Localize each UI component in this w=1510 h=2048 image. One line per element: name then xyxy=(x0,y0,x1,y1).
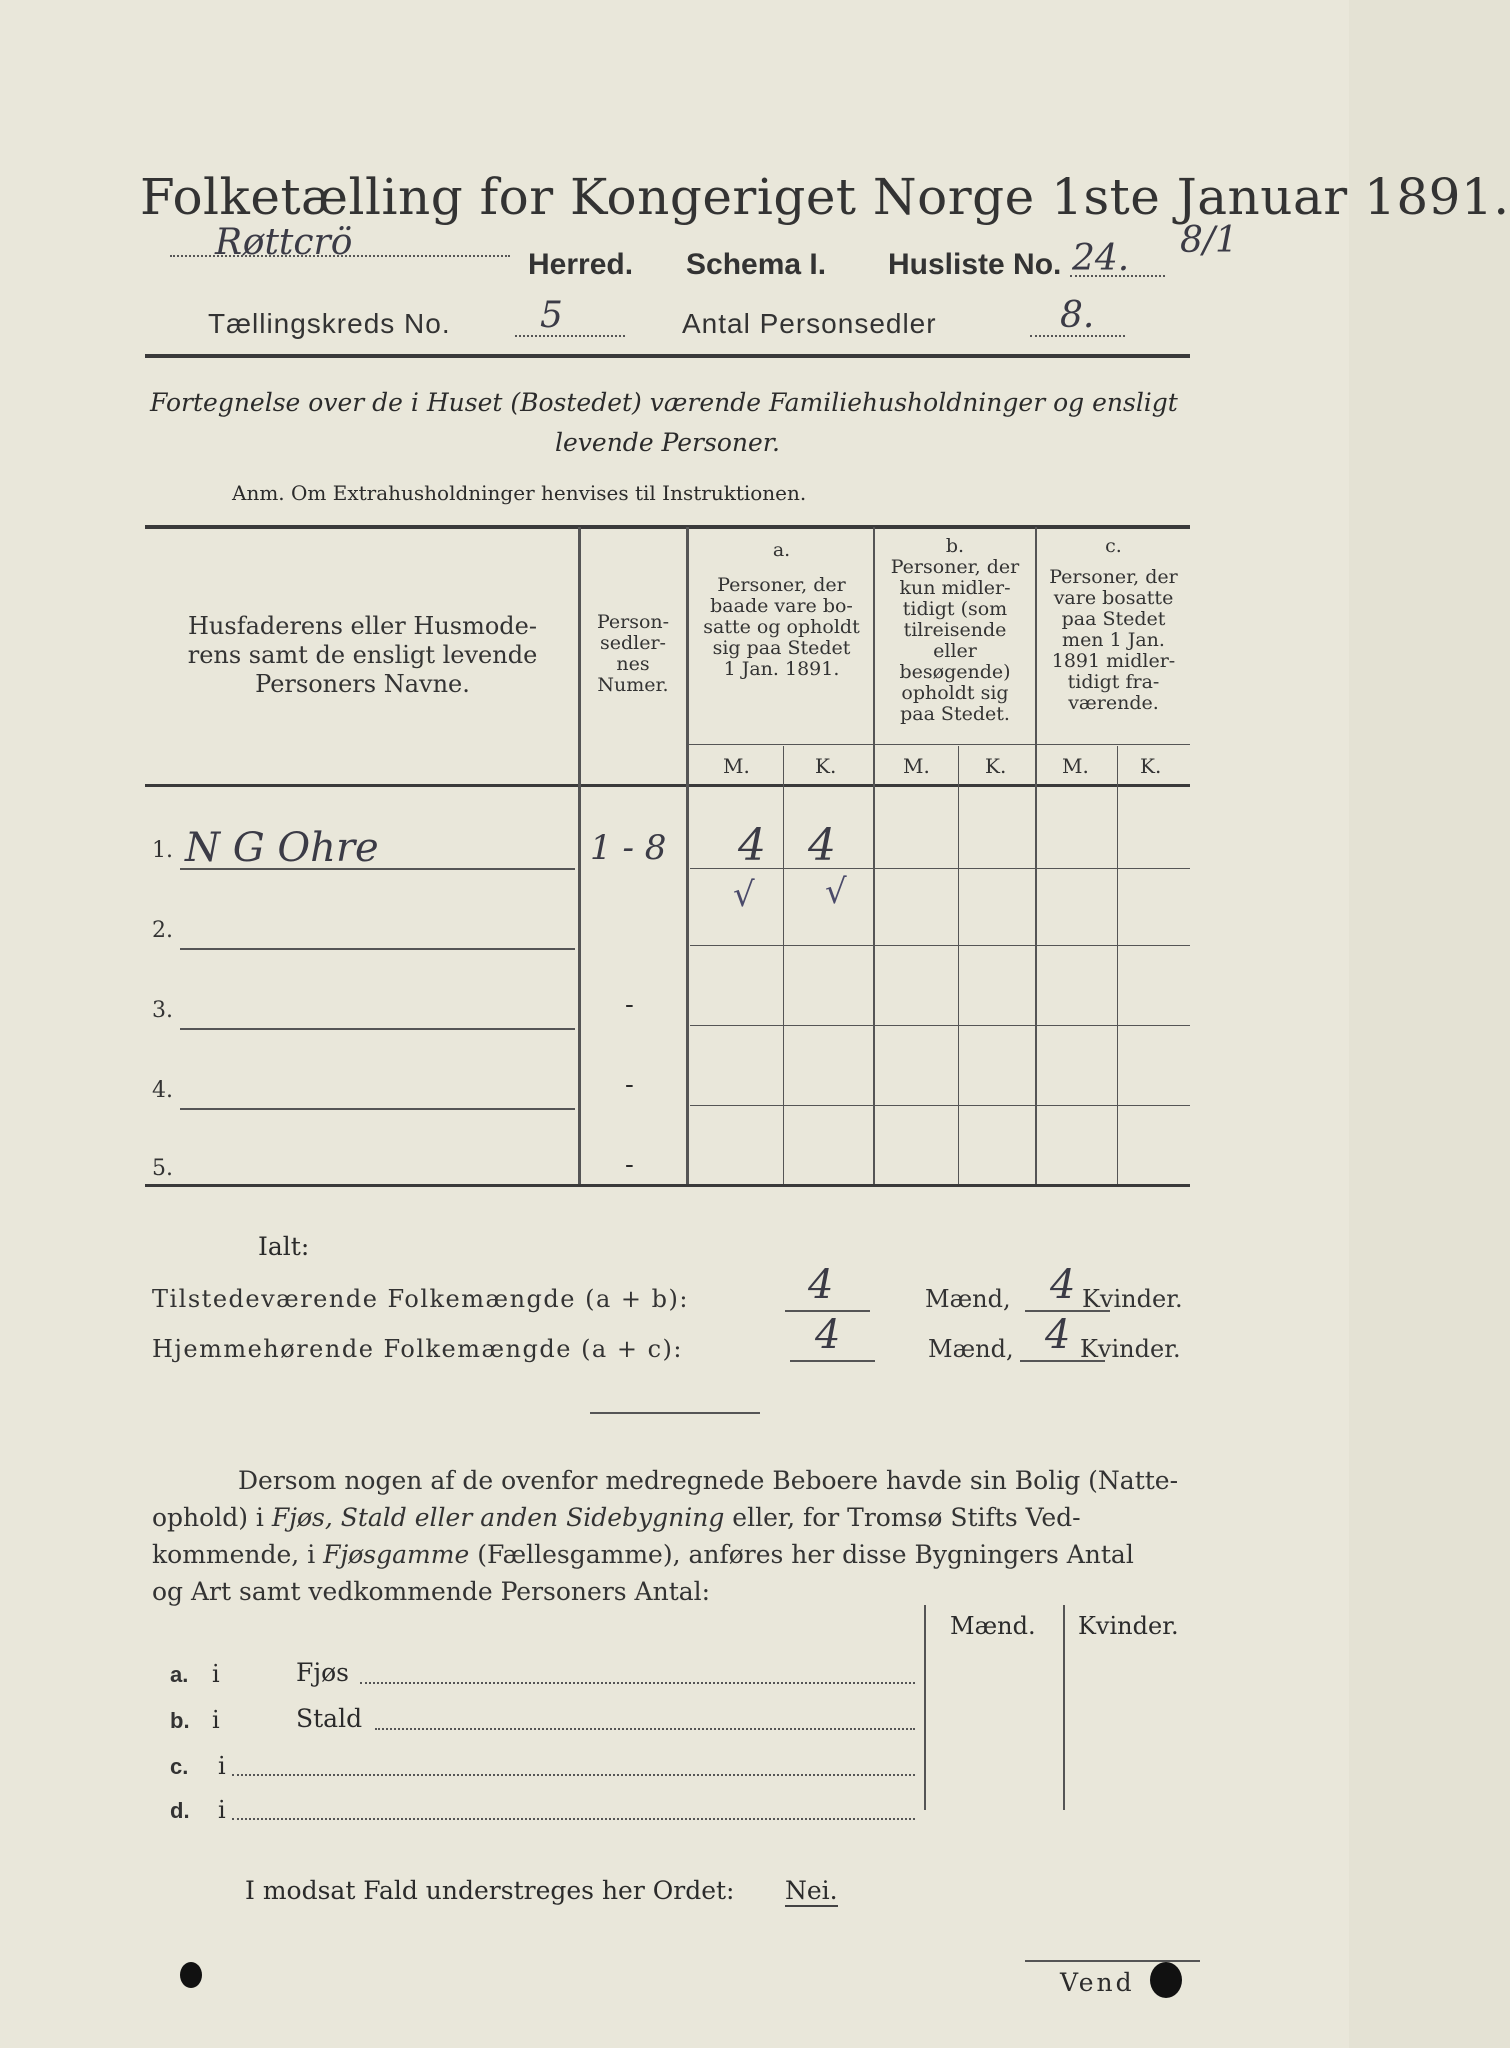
table-top-rule xyxy=(145,525,1190,529)
mk-label-c-k: K. xyxy=(1140,754,1162,778)
row-number-3: 3. xyxy=(152,998,173,1023)
husliste-label: Husliste No. xyxy=(888,248,1062,281)
mk-label-b-k: K. xyxy=(985,754,1007,778)
header-col-b: b. Personer, der kun midler- tidigt (som tilreisende eller besøgende) opholdt sig paa Stedet. xyxy=(890,535,1020,725)
row-number-5: 5. xyxy=(152,1156,173,1181)
building-b-dotted xyxy=(375,1728,915,1730)
tilstede-maend-word: Mænd, xyxy=(925,1285,1011,1313)
row-line-4 xyxy=(180,1108,575,1110)
buildings-divider-1 xyxy=(924,1605,926,1810)
kreds-label: Tællingskreds No. xyxy=(208,308,451,339)
hjemme-maend-value: 4 xyxy=(815,1312,841,1358)
row-4-numer: - xyxy=(625,1070,634,1100)
row-1-a-k: 4 xyxy=(808,820,836,871)
col-divider-b-mk xyxy=(958,746,959,1184)
vend-rule xyxy=(1025,1960,1200,1962)
tilstede-kvinder-value: 4 xyxy=(1050,1262,1076,1308)
building-a-label: Fjøs xyxy=(296,1658,349,1687)
building-d-i: i xyxy=(218,1796,226,1824)
paragraph-line-3: kommende, i Fjøsgamme (Fællesgamme), anføres her disse Bygningers Antal xyxy=(152,1540,1134,1569)
building-b-i: i xyxy=(212,1706,220,1734)
tilstede-kvinder-word: Kvinder. xyxy=(1082,1285,1183,1313)
row-1-a-k-check: √ xyxy=(825,872,847,912)
vend-label: Vend xyxy=(1060,1968,1135,1997)
hjemme-maend-line xyxy=(790,1360,875,1362)
table-header-rule xyxy=(145,784,1190,787)
row-line-3-right xyxy=(690,1025,1190,1026)
buildings-maend-header: Mænd. xyxy=(950,1612,1036,1640)
building-b-label: Stald xyxy=(296,1704,363,1733)
hjemme-kvinder-word: Kvinder. xyxy=(1080,1335,1181,1363)
mk-label-c-m: M. xyxy=(1062,754,1089,778)
building-a-dotted xyxy=(360,1682,915,1684)
building-a-letter: a. xyxy=(170,1662,189,1687)
mk-label-a-m: M. xyxy=(723,754,750,778)
mk-header-line xyxy=(688,744,1190,745)
form-title: Folketælling for Kongeriget Norge 1ste Januar 1891. xyxy=(140,168,1510,226)
mk-label-a-k: K. xyxy=(815,754,837,778)
footer-nei-word: Nei. xyxy=(785,1876,838,1905)
intro-line-2: levende Personer. xyxy=(555,428,780,457)
row-line-2-right xyxy=(690,945,1190,946)
kreds-dotted-line xyxy=(515,335,625,337)
hjemme-maend-word: Mænd, xyxy=(928,1335,1014,1363)
building-c-i: i xyxy=(218,1752,226,1780)
buildings-kvinder-header: Kvinder. xyxy=(1078,1612,1179,1640)
row-number-1: 1. xyxy=(152,838,173,863)
row-1-name: N G Ohre xyxy=(185,825,379,871)
ink-blot-left xyxy=(180,1962,202,1988)
row-number-4: 4. xyxy=(152,1078,173,1103)
hjemme-label: Hjemmehørende Folkemængde (a + c): xyxy=(152,1335,683,1363)
husliste-value: 24. xyxy=(1072,238,1130,279)
paragraph-line-2: ophold) i Fjøs, Stald eller anden Sidebygning eller, for Tromsø Stifts Ved- xyxy=(152,1503,1081,1532)
paragraph-line-1: Dersom nogen af de ovenfor medregnede Beboere havde sin Bolig (Natte- xyxy=(238,1466,1179,1495)
row-line-3 xyxy=(180,1028,575,1030)
mk-label-b-m: M. xyxy=(903,754,930,778)
tilstede-maend-value: 4 xyxy=(808,1262,834,1308)
buildings-divider-2 xyxy=(1063,1605,1065,1810)
row-3-numer: - xyxy=(625,990,634,1020)
building-a-i: i xyxy=(212,1660,220,1688)
table-bottom-rule xyxy=(145,1184,1190,1187)
header-numer: Person- sedler- nes Numer. xyxy=(596,611,670,696)
building-d-dotted xyxy=(232,1818,915,1820)
col-divider-a-mk xyxy=(783,746,784,1184)
header-col-a: a. Personer, der baade vare bo- satte og opholdt sig paa Stedet 1 Jan. 1891. xyxy=(703,539,860,680)
header-rule xyxy=(145,354,1190,358)
hjemme-kvinder-value: 4 xyxy=(1045,1312,1071,1358)
building-c-dotted xyxy=(232,1774,915,1776)
kreds-value: 5 xyxy=(540,295,563,336)
intro-line-1: Fortegnelse over de i Huset (Bostedet) værende Familiehusholdninger og ensligt xyxy=(150,388,1178,417)
footer-text: I modsat Fald understreges her Ordet: xyxy=(245,1876,735,1905)
margin-note: 8/1 xyxy=(1180,220,1238,261)
paragraph-line-4: og Art samt vedkommende Personers Antal: xyxy=(152,1577,711,1606)
building-b-letter: b. xyxy=(170,1708,190,1733)
tilstede-label: Tilstedeværende Folkemængde (a + b): xyxy=(152,1285,689,1313)
row-1-a-m: 4 xyxy=(738,820,766,871)
antal-value: 8. xyxy=(1060,295,1095,336)
herred-label: Herred. xyxy=(528,248,634,281)
row-number-2: 2. xyxy=(152,918,173,943)
ialt-label: Ialt: xyxy=(258,1232,310,1261)
building-d-letter: d. xyxy=(170,1798,190,1823)
schema-label: Schema I. xyxy=(686,248,827,281)
antal-label: Antal Personsedler xyxy=(682,308,937,339)
herred-value: Røttcrö xyxy=(215,222,353,263)
header-names: Husfaderens eller Husmode- rens samt de ensligt levende Personers Navne. xyxy=(187,612,538,698)
ink-blot-right xyxy=(1150,1962,1182,1998)
anm-note: Anm. Om Extrahusholdninger henvises til Instruktionen. xyxy=(232,481,807,505)
header-col-c: c. Personer, der vare bosatte paa Stedet men 1 Jan. 1891 midler- tidigt fra- værende. xyxy=(1049,535,1178,714)
col-divider-2 xyxy=(686,527,689,1184)
row-line-4-right xyxy=(690,1105,1190,1106)
building-c-letter: c. xyxy=(170,1754,189,1779)
row-5-numer: - xyxy=(625,1150,634,1180)
separator-short-rule xyxy=(590,1412,760,1414)
row-line-2 xyxy=(180,948,575,950)
row-1-numer: 1 - 8 xyxy=(590,828,667,868)
row-1-a-m-check: √ xyxy=(733,875,755,915)
col-divider-c-mk xyxy=(1117,746,1118,1184)
